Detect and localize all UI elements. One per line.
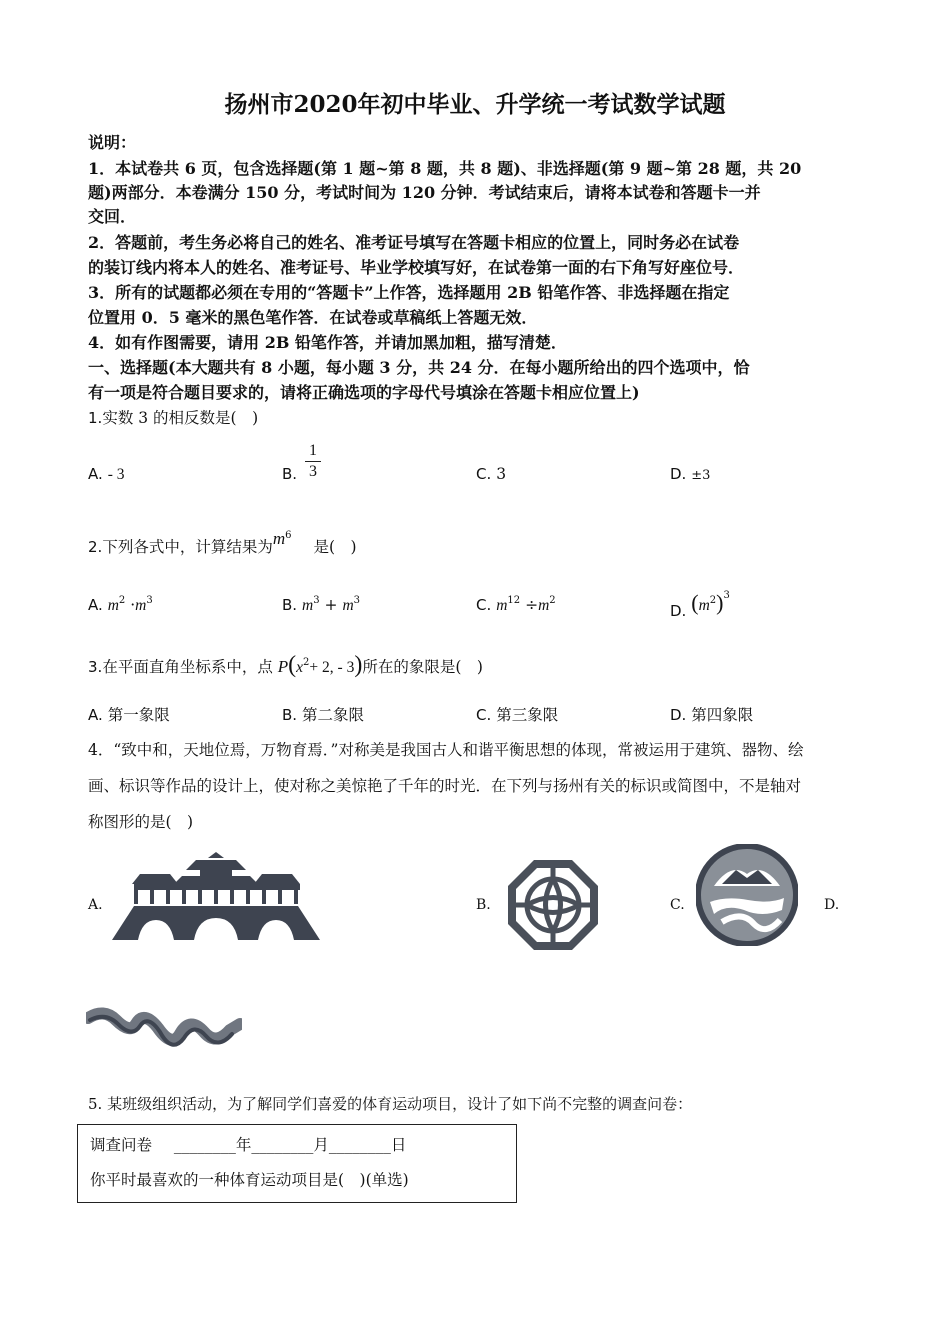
question-text: 实数 3 的相反数是( )	[102, 409, 259, 427]
question-4-line: 称图形的是( )	[88, 813, 194, 831]
question-2: 2.下列各式中，计算结果为$m^6$是( )	[88, 529, 357, 556]
notes-line: 的装订线内将本人的姓名、准考证号、毕业学校填写好，在试卷第一面的右下角写好座位号．	[88, 258, 745, 277]
q3-option-d: D. 第四象限	[670, 706, 754, 724]
q4-option-a-label: A.	[88, 897, 103, 913]
q4-option-d-label: D.	[824, 897, 840, 913]
survey-question: 你平时最喜欢的一种体育运动项目是( )(单选)	[90, 1171, 409, 1189]
notes-line: 位置用 0．5 毫米的黑色笔作答．在试卷或草稿纸上答题无效．	[88, 308, 538, 327]
q1-option-a: A. - 3	[88, 465, 125, 483]
notes-line: 1．本试卷共 6 页，包含选择题(第 1 题~第 8 题，共 8 题)、非选择题(第 9 题~第 28 题，共 20	[88, 159, 802, 178]
q1-option-c: C. 3	[476, 465, 507, 483]
notes-line: 交回．	[88, 207, 137, 226]
q2-option-b: B. $m^3 + m^3$	[282, 595, 361, 614]
q3-option-c: C. 第三象限	[476, 706, 559, 724]
bridge-pavilion-figure	[112, 850, 320, 942]
question-number: 1.	[88, 409, 103, 427]
fraction-one-third: 1 3	[303, 442, 323, 481]
notes-heading: 说明：	[88, 133, 137, 152]
q3-option-a: A. 第一象限	[88, 706, 170, 724]
q2-option-d: D. $(m^2)^3$	[670, 590, 730, 620]
circular-logo-figure	[696, 844, 798, 946]
question-3: 3.在平面直角坐标系中，点 $P(x^2+ 2$, - 3)所在的象限是( )	[88, 652, 483, 678]
octagon-lattice-figure	[506, 858, 600, 952]
notes-line: 3．所有的试题都必须在专用的“答题卡”上作答，选择题用 2B 铅笔作答、非选择题在指定	[88, 283, 730, 302]
q1-option-b: B.	[282, 465, 298, 483]
q4-option-b-label: B.	[476, 897, 491, 913]
notes-line: 4．如有作图需要，请用 2B 铅笔作答，并请加黑加粗，描写清楚．	[88, 333, 567, 352]
section-heading: 一、选择题(本大题共有 8 小题，每小题 3 分，共 24 分．在每小题所给出的四个选项中，恰	[88, 358, 750, 377]
notes-line: 题)两部分．本卷满分 150 分，考试时间为 120 分钟．考试结束后，请将本试卷和答题卡一并	[88, 183, 761, 202]
q2-option-c: C. $m^{12} \div m^2$	[476, 595, 556, 614]
q1-option-d: D. ±3	[670, 465, 711, 483]
section-heading: 有一项是符合题目要求的，请将正确选项的字母代号填涂在答题卡相应位置上)	[88, 383, 640, 402]
survey-box	[77, 1124, 517, 1203]
question-1	[88, 406, 258, 428]
page-title: 扬州市2020年初中毕业、升学统一考试数学试题	[224, 91, 726, 118]
wave-brush-figure	[86, 1004, 242, 1074]
q4-option-c-label: C.	[670, 897, 685, 913]
q3-option-b: B. 第二象限	[282, 706, 365, 724]
question-5: 5. 某班级组织活动，为了解同学们喜爱的体育运动项目，设计了如下尚不完整的调查问卷：	[88, 1095, 693, 1113]
notes-line: 2．答题前，考生务必将自己的姓名、准考证号填写在答题卡相应的位置上，同时务必在试卷	[88, 233, 740, 252]
q2-option-a: A. $m^2 \cdot m^3$	[88, 595, 153, 614]
question-4-line: 4．“致中和，天地位焉，万物育焉．”对称美是我国古人和谐平衡思想的体现，常被运用于建筑、器物、绘	[88, 741, 804, 759]
question-4-line: 画、标识等作品的设计上，使对称之美惊艳了千年的时光．在下列与扬州有关的标识或简图中，不是轴对	[88, 777, 802, 795]
survey-header: 调查问卷 ________年________月________日	[90, 1136, 407, 1154]
